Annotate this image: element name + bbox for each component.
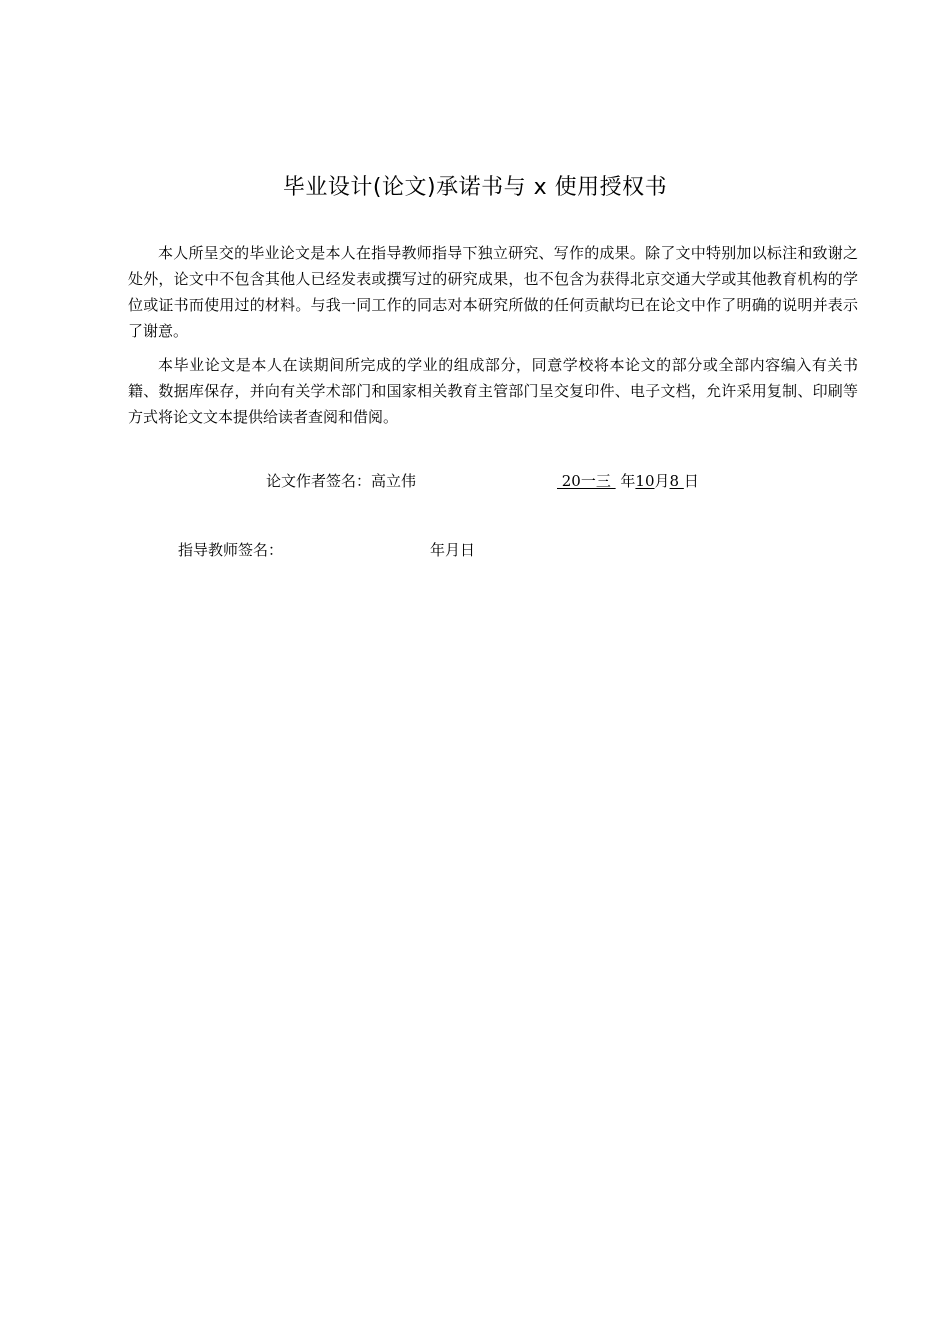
authorization-paragraph: 本毕业论文是本人在读期间所完成的学业的组成部分，同意学校将本论文的部分或全部内容编入有关书籍、数据库保存，并向有关学术部门和国家相关教育主管部门呈交复印件、电子文档，允许采用复制、印刷等方式将论文文本提供给读者查阅和借阅。 [128,356,858,426]
advisor-date-text: 年月日 [430,541,476,559]
advisor-signature [178,538,283,562]
author-signature-label: 论文作者签名： [266,472,372,490]
author-name: 高立伟 [371,472,417,490]
date-year-unit: 年 [620,472,636,490]
document-body [128,240,858,438]
date-day: 8 [669,472,684,490]
author-signature [266,469,416,493]
document-title: 毕业设计(论文)承诺书与 x 使用授权书 [282,175,668,200]
date-year: 20一三 [557,472,616,490]
date-month: 10 [635,472,655,490]
commitment-paragraph: 本人所呈交的毕业论文是本人在指导教师指导下独立研究、写作的成果。除了文中特别加以标注和致谢之处外，论文中不包含其他人已经发表或撰写过的研究成果，也不包含为获得北京交通大学或其他教育机构的学位或证书而使用过的材料。与我一同工作的同志对本研究所做的任何贡献均已在论文中作了明确的说明并表示了谢意。 [128,244,858,340]
date-day-unit: 日 [683,472,699,490]
advisor-signature-label: 指导教师签名： [178,541,284,559]
author-signature-date [557,469,699,493]
advisor-signature-date [430,538,475,562]
date-month-unit: 月 [654,472,670,490]
